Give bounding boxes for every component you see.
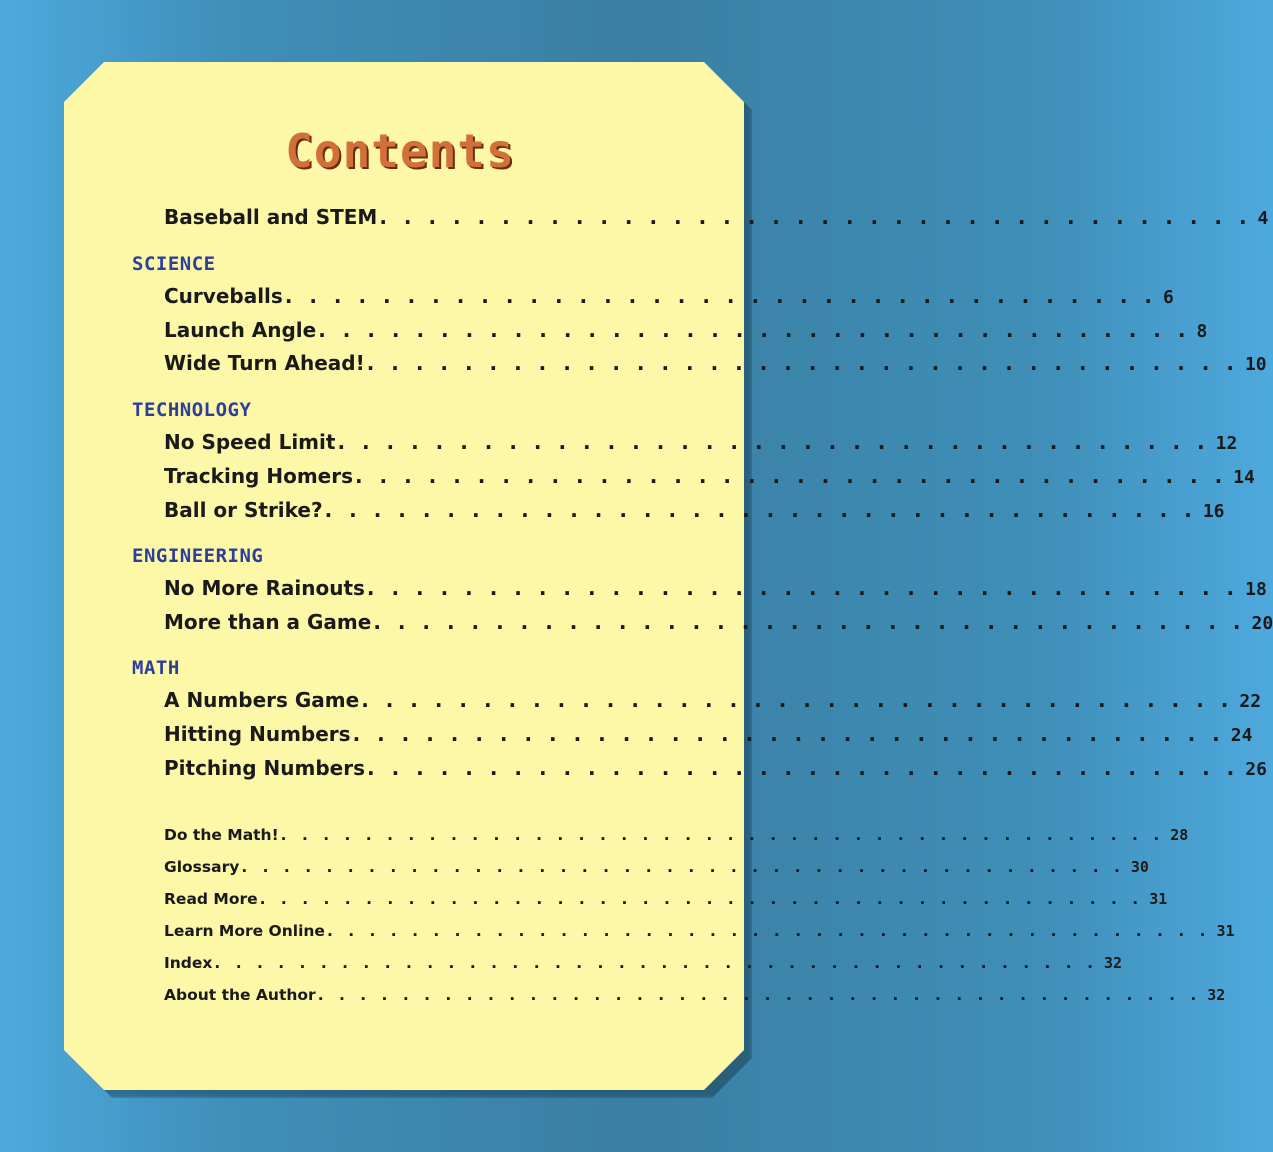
toc-leader-dots: . . . . . . . . . . . . . . . . . . . . . . . . . . . . . . . . . . . .: [354, 464, 1228, 488]
toc-entry-label: Index: [164, 954, 213, 972]
toc-backmatter-entry[interactable]: [164, 858, 1149, 888]
toc-entry-intro[interactable]: [164, 205, 1269, 235]
toc-backmatter-entry[interactable]: [164, 826, 1189, 856]
toc-entry-label: Wide Turn Ahead!: [164, 351, 365, 375]
toc-leader-dots: . . . . . . . . . . . . . . . . . . . . . . . . . . . . . . . . . . . .: [324, 498, 1197, 522]
toc-entry[interactable]: [164, 610, 1273, 640]
toc-page-number: 4: [1257, 208, 1269, 229]
toc-backmatter-entry[interactable]: [164, 986, 1226, 1016]
toc-backmatter-entry[interactable]: [164, 890, 1168, 920]
toc-leader-dots: . . . . . . . . . . . . . . . . . . . . . . . . . . . . . . . . . . . . . . . . . .: [326, 922, 1211, 940]
toc-leader-dots: . . . . . . . . . . . . . . . . . . . . . . . . . . . . . . . . . . . .: [366, 576, 1240, 600]
toc-entry[interactable]: [164, 576, 1267, 606]
toc-page-number: 26: [1245, 759, 1267, 780]
toc-page-number: 30: [1130, 858, 1149, 876]
toc-page-number: 18: [1245, 579, 1267, 600]
toc-leader-dots: . . . . . . . . . . . . . . . . . . . . . . . . . . . . . . . . . . . .: [318, 318, 1191, 342]
toc-entry[interactable]: [164, 318, 1208, 348]
section-heading-math: MATH: [132, 657, 180, 679]
toc-entry-label: About the Author: [164, 986, 316, 1004]
toc-page-number: 12: [1215, 433, 1238, 454]
toc-leader-dots: . . . . . . . . . . . . . . . . . . . . . . . . . . . . . . . . . . . .: [352, 722, 1225, 746]
toc-leader-dots: . . . . . . . . . . . . . . . . . . . . . . . . . . . . . . . . . . . . . . . . . .: [241, 858, 1125, 876]
toc-leader-dots: . . . . . . . . . . . . . . . . . . . . . . . . . . . . . . . . . . . .: [284, 284, 1158, 308]
section-heading-science: SCIENCE: [132, 253, 216, 275]
toc-page-number: 6: [1163, 287, 1174, 308]
toc-page-number: 22: [1239, 691, 1262, 712]
toc-page-number: 10: [1244, 354, 1267, 375]
page-title: Contents: [285, 124, 515, 178]
toc-page-number: 32: [1207, 986, 1226, 1004]
toc-page-number: 24: [1230, 725, 1253, 746]
toc-page-number: 20: [1251, 613, 1273, 634]
toc-entry-label: Do the Math!: [164, 826, 279, 844]
toc-page-number: 32: [1103, 954, 1123, 972]
toc-entry[interactable]: [164, 688, 1262, 718]
toc-backmatter-entry[interactable]: [164, 922, 1235, 952]
toc-page-number: 31: [1216, 922, 1235, 940]
toc-page-number: 28: [1170, 826, 1189, 844]
toc-entry-label: Glossary: [164, 858, 240, 876]
toc-entry-label: Read More: [164, 890, 258, 908]
toc-entry[interactable]: [164, 351, 1267, 381]
toc-entry-label: Baseball and STEM: [164, 205, 378, 229]
toc-page-number: 14: [1233, 467, 1255, 488]
toc-entry[interactable]: [164, 430, 1238, 460]
toc-page-number: 8: [1196, 321, 1208, 342]
toc-entry[interactable]: [164, 498, 1225, 528]
toc-entry-label: Launch Angle: [164, 318, 317, 342]
toc-page-number: 16: [1202, 501, 1225, 522]
toc-entry[interactable]: [164, 722, 1253, 752]
toc-entry-label: Curveballs: [164, 284, 283, 308]
toc-entry-label: Ball or Strike?: [164, 498, 323, 522]
toc-entry-label: No More Rainouts: [164, 576, 365, 600]
toc-leader-dots: . . . . . . . . . . . . . . . . . . . . . . . . . . . . . . . . . . . .: [361, 688, 1234, 712]
toc-entry-label: Pitching Numbers: [164, 756, 366, 780]
section-heading-technology: TECHNOLOGY: [132, 399, 252, 421]
section-heading-engineering: ENGINEERING: [132, 545, 264, 567]
toc-entry-label: Tracking Homers: [164, 464, 353, 488]
toc-leader-dots: . . . . . . . . . . . . . . . . . . . . . . . . . . . . . . . . . . . .: [367, 756, 1240, 780]
toc-entry-label: More than a Game: [164, 610, 372, 634]
toc-backmatter-entry[interactable]: [164, 954, 1123, 984]
toc-leader-dots: . . . . . . . . . . . . . . . . . . . . . . . . . . . . . . . . . . . . . . . . . .: [317, 986, 1202, 1004]
toc-leader-dots: . . . . . . . . . . . . . . . . . . . . . . . . . . . . . . . . . . . . . . . . . .: [259, 890, 1144, 908]
toc-page-number: 31: [1149, 890, 1168, 908]
toc-leader-dots: . . . . . . . . . . . . . . . . . . . . . . . . . . . . . . . . . . . .: [379, 205, 1252, 229]
toc-leader-dots: . . . . . . . . . . . . . . . . . . . . . . . . . . . . . . . . . . . .: [366, 351, 1239, 375]
toc-entry-label: A Numbers Game: [164, 688, 360, 712]
toc-entry-label: No Speed Limit: [164, 430, 336, 454]
toc-leader-dots: . . . . . . . . . . . . . . . . . . . . . . . . . . . . . . . . . . . .: [373, 610, 1246, 634]
toc-leader-dots: . . . . . . . . . . . . . . . . . . . . . . . . . . . . . . . . . . . .: [337, 430, 1210, 454]
toc-leader-dots: . . . . . . . . . . . . . . . . . . . . . . . . . . . . . . . . . . . . . . . . . .: [280, 826, 1165, 844]
toc-entry[interactable]: [164, 756, 1267, 786]
toc-leader-dots: . . . . . . . . . . . . . . . . . . . . . . . . . . . . . . . . . . . . . . . . . .: [214, 954, 1098, 972]
toc-entry[interactable]: [164, 284, 1174, 314]
toc-entry-label: Learn More Online: [164, 922, 325, 940]
toc-entry-label: Hitting Numbers: [164, 722, 351, 746]
toc-entry[interactable]: [164, 464, 1255, 494]
